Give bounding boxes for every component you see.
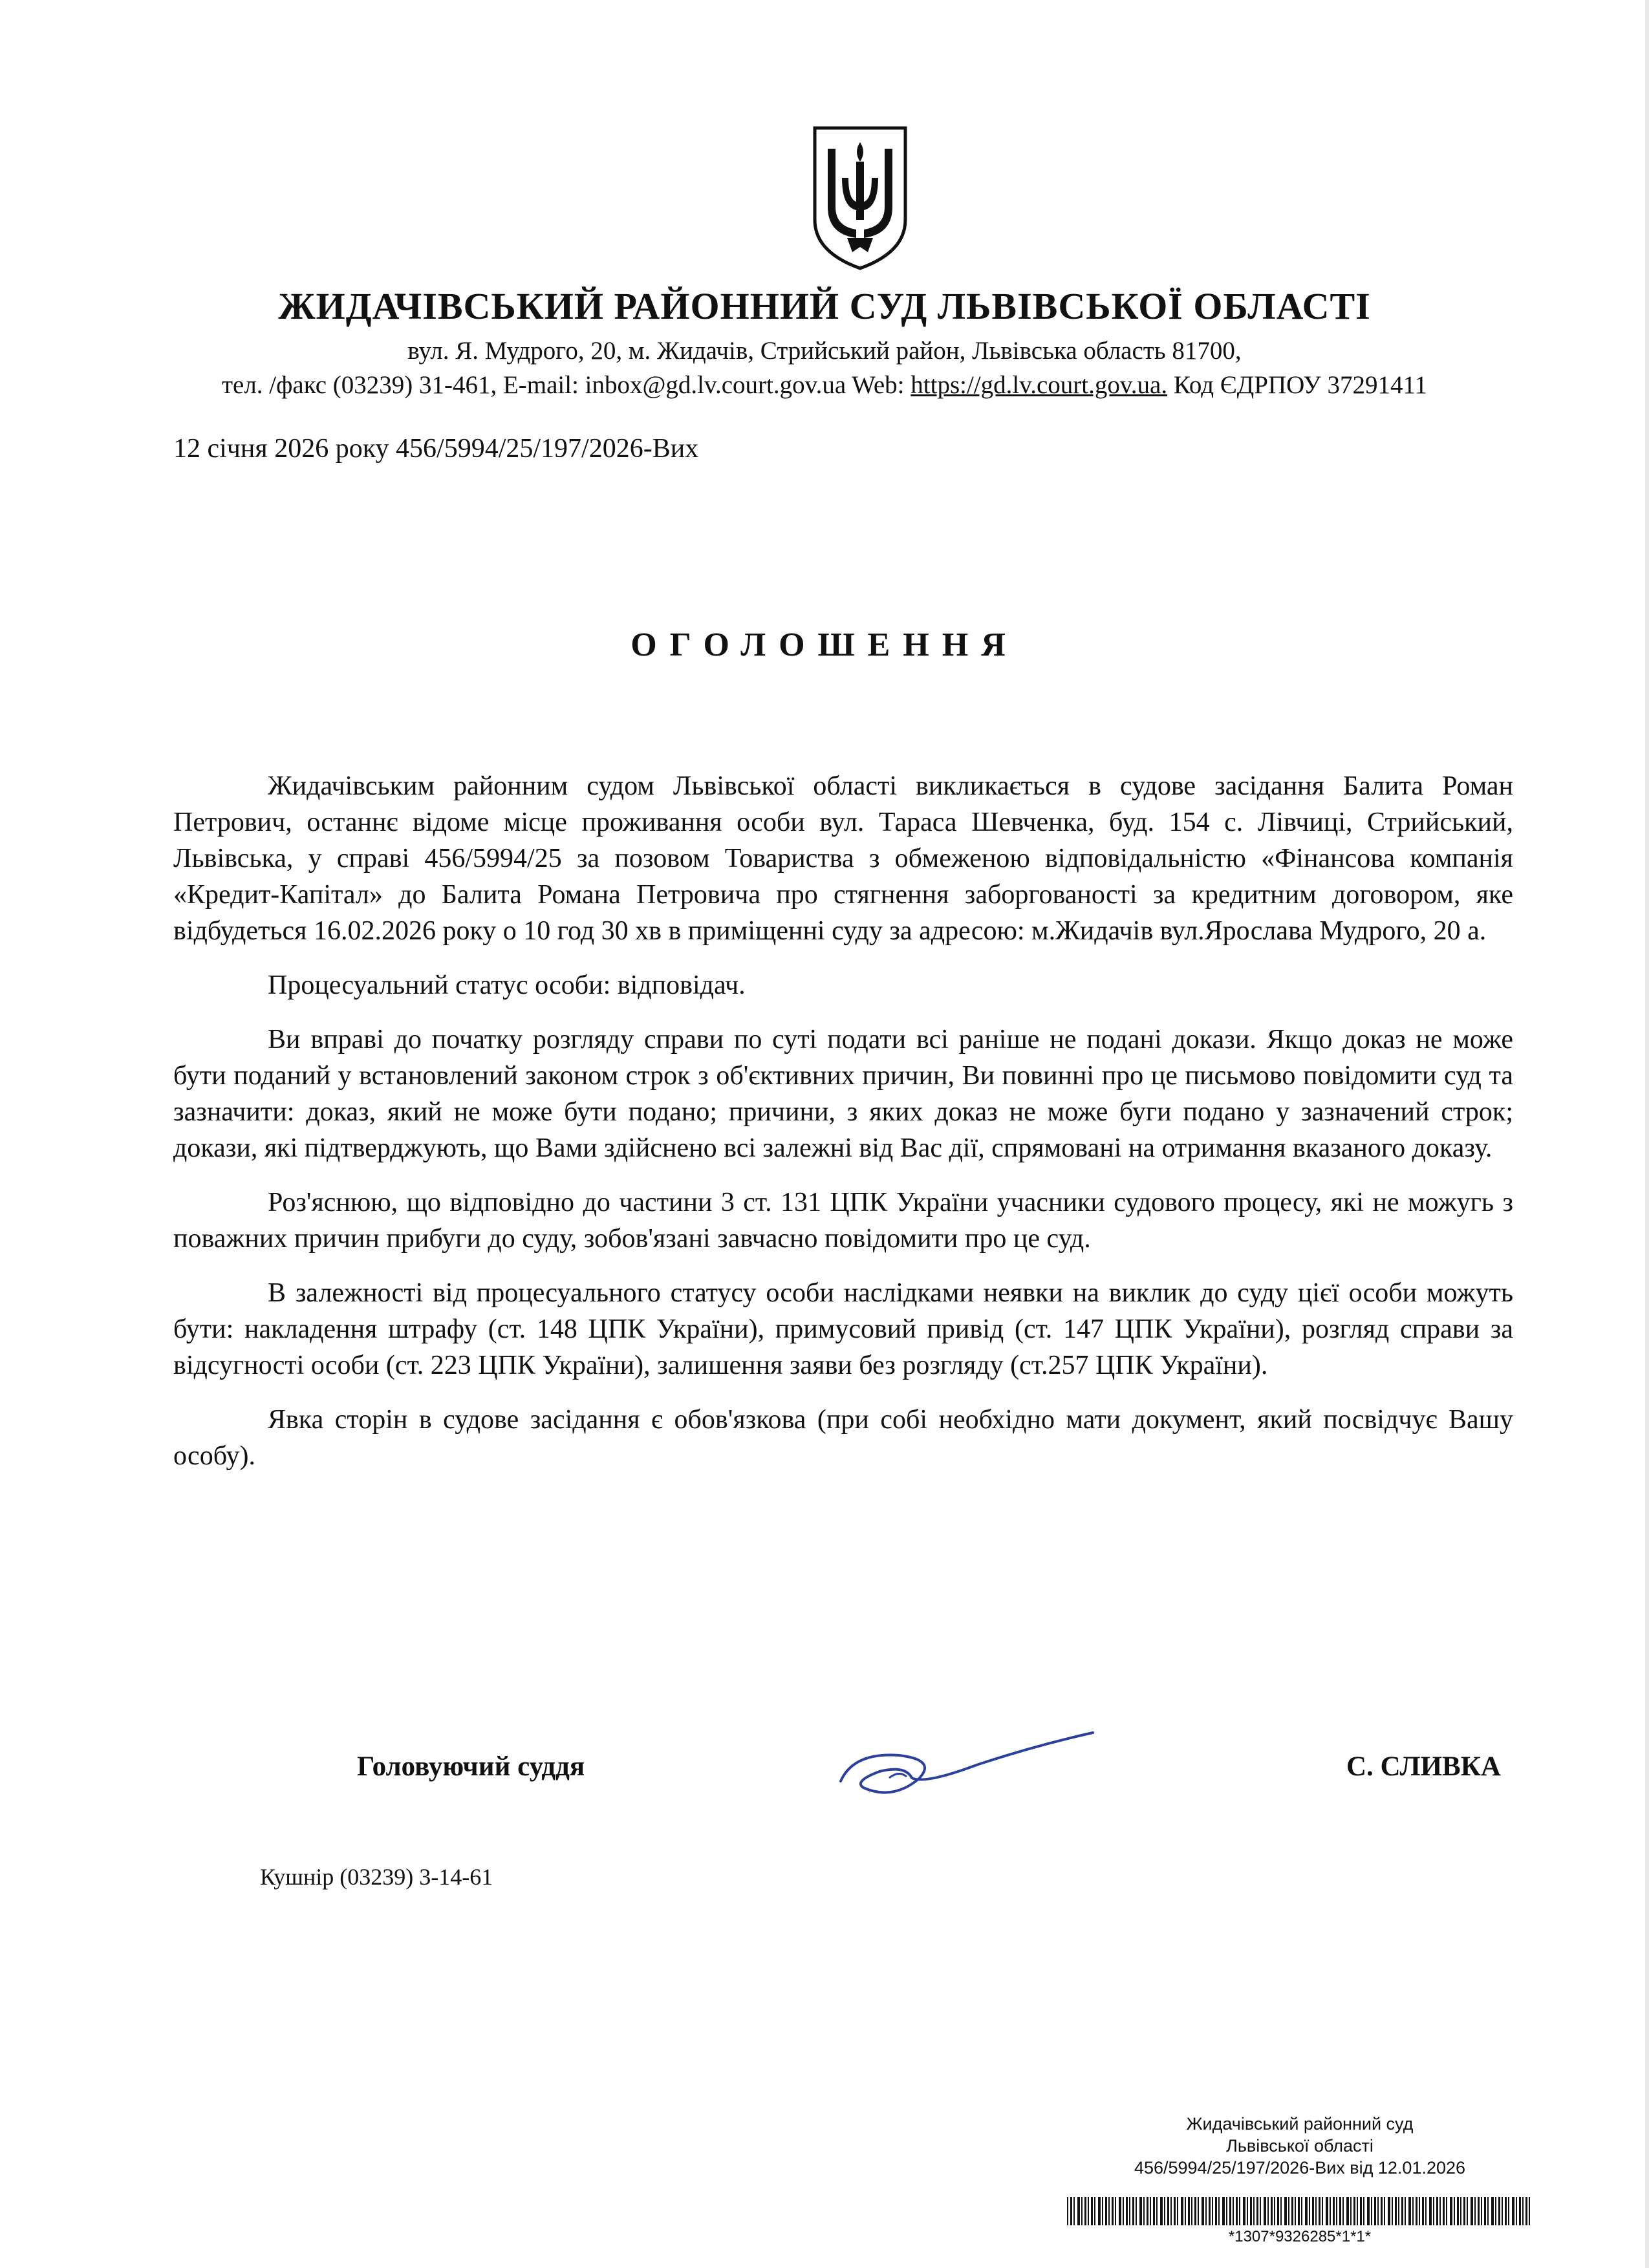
barcode-bar (1115, 2197, 1116, 2225)
barcode-bar (1247, 2197, 1248, 2225)
barcode-bar (1529, 2197, 1530, 2225)
barcode-bar (1392, 2197, 1393, 2225)
barcode-bar (1139, 2197, 1142, 2225)
barcode-bar (1084, 2197, 1086, 2225)
announcement-body (173, 768, 1513, 1492)
paragraph: Роз'яснюю, що відповідно до частини 3 ст. 131 ЦПК України учасники судового процесу, які не можугь з поважних причин прибуги до суду, зобов'язані завчасно повідомити про це суд. (173, 1188, 1513, 1254)
barcode-bar (1132, 2197, 1134, 2225)
barcode-bar (1481, 2197, 1482, 2225)
barcode-bar (1126, 2197, 1128, 2225)
stamp-line: 456/5994/25/197/2026-Вих від 12.01.2026 (1134, 2158, 1466, 2177)
barcode-bar (1419, 2197, 1420, 2225)
barcode-bar (1170, 2197, 1172, 2225)
barcode-bar (1205, 2197, 1207, 2225)
barcode-bar (1450, 2197, 1452, 2225)
barcode-bar (1498, 2197, 1500, 2225)
barcode-bar (1164, 2197, 1165, 2225)
barcode-bar (1443, 2197, 1445, 2225)
barcode-bar (1371, 2197, 1372, 2225)
barcode-bar (1487, 2197, 1489, 2225)
barcode-bar (1250, 2197, 1252, 2225)
barcode-bar (1070, 2197, 1072, 2225)
barcode-bar (1091, 2197, 1093, 2225)
barcode-bar (1277, 2197, 1279, 2225)
barcode-bar (1264, 2197, 1266, 2225)
barcode-bar (1185, 2197, 1186, 2225)
barcode-bar (1288, 2197, 1289, 2225)
barcode-bar (1229, 2197, 1231, 2225)
barcode-bar (1280, 2197, 1282, 2225)
barcode-bar (1322, 2197, 1323, 2225)
barcode-bar (1374, 2197, 1376, 2225)
barcode-bar (1330, 2197, 1331, 2225)
barcode-bar (1454, 2197, 1455, 2225)
barcode-bar (1412, 2197, 1414, 2225)
barcode-bar (1425, 2197, 1427, 2225)
barcode-bar (1398, 2197, 1399, 2225)
barcode-bar (1508, 2197, 1509, 2225)
outgoing-number: 12 січня 2026 року 456/5994/25/197/2026-Вих (173, 434, 699, 464)
barcode-bar (1119, 2197, 1121, 2225)
page-edge-shadow (1645, 0, 1649, 2268)
barcode-bar (1291, 2197, 1293, 2225)
barcode-bar (1284, 2197, 1287, 2225)
court-name: ЖИДАЧІВСЬКИЙ РАЙОННИЙ СУД ЛЬВІВСЬКОЇ ОБЛАСТІ (278, 285, 1371, 327)
registration-stamp (1061, 2113, 1539, 2179)
barcode-bar (1077, 2197, 1080, 2225)
barcode-bar (1339, 2197, 1341, 2225)
barcode-bar (1147, 2197, 1148, 2225)
barcode-bar (1267, 2197, 1269, 2225)
barcode-bar (1094, 2197, 1095, 2225)
barcode-bar (1326, 2197, 1328, 2225)
barcode-bar (1478, 2197, 1480, 2225)
barcode-bar (1105, 2197, 1107, 2225)
barcode-bar (1295, 2197, 1296, 2225)
barcode-bar (1150, 2197, 1151, 2225)
barcode-bar (1463, 2197, 1465, 2225)
barcode-bar (1312, 2197, 1314, 2225)
barcode-bar (1222, 2197, 1225, 2225)
barcode-bar (1401, 2197, 1403, 2225)
contacts-suffix: Код ЄДРПОУ 37291411 (1167, 371, 1427, 399)
barcode-bar (1123, 2197, 1124, 2225)
barcode-bar (1516, 2197, 1517, 2225)
barcode-bar (1260, 2197, 1261, 2225)
barcode-bar (1218, 2197, 1220, 2225)
barcode-bar (1439, 2197, 1441, 2225)
barcode-bar (1319, 2197, 1320, 2225)
barcode-bar (1305, 2197, 1308, 2225)
barcode-bar (1271, 2197, 1273, 2225)
barcode-bar (1239, 2197, 1240, 2225)
barcode-bar (1067, 2197, 1068, 2225)
barcode-bar (1519, 2197, 1521, 2225)
barcode-bar (1153, 2197, 1155, 2225)
barcode-bar (1174, 2197, 1176, 2225)
handwritten-signature (828, 1720, 1099, 1810)
court-contacts (0, 370, 1649, 400)
barcode-bar (1525, 2197, 1527, 2225)
barcode-bar (1194, 2197, 1196, 2225)
barcode-bar (1129, 2197, 1130, 2225)
judge-name: С. СЛИВКА (1346, 1751, 1501, 1782)
barcode-bar (1315, 2197, 1317, 2225)
barcode-bar (1198, 2197, 1199, 2225)
barcode-bar (1256, 2197, 1258, 2225)
barcode-text: *1307*9326285*1*1* (1228, 2228, 1372, 2245)
website-link[interactable]: https://gd.lv.court.gov.ua. (911, 371, 1168, 399)
barcode-bar (1353, 2197, 1355, 2225)
barcode-bar (1236, 2197, 1238, 2225)
barcode-bar (1336, 2197, 1337, 2225)
barcode-bar (1274, 2197, 1275, 2225)
contact-person: Кушнір (03239) 3-14-61 (260, 1864, 493, 1890)
trident-emblem-icon (808, 123, 912, 272)
barcode-bar (1160, 2197, 1163, 2225)
barcode-bar (1436, 2197, 1438, 2225)
barcode-bar (1474, 2197, 1476, 2225)
barcode-bar (1491, 2197, 1494, 2225)
barcode-bar (1215, 2197, 1217, 2225)
barcode-bar (1073, 2197, 1075, 2225)
barcode-bar (1177, 2197, 1178, 2225)
barcode-bar (1381, 2197, 1383, 2225)
barcode-bar (1309, 2197, 1310, 2225)
barcode-bar (1098, 2197, 1101, 2225)
barcode-bar (1209, 2197, 1211, 2225)
barcode-bar (1395, 2197, 1397, 2225)
stamp-line: Львівської області (1226, 2136, 1374, 2156)
judge-position: Головуючий суддя (357, 1751, 585, 1782)
barcode-bar (1460, 2197, 1461, 2225)
barcode-bar (1408, 2197, 1411, 2225)
barcode-bar (1467, 2197, 1468, 2225)
stamp-line: Жидачівський районний суд (1186, 2114, 1414, 2134)
barcode-bar (1088, 2197, 1089, 2225)
barcode-bar (1495, 2197, 1496, 2225)
document-title: ОГОЛОШЕННЯ (630, 626, 1018, 663)
barcode-bar (1502, 2197, 1503, 2225)
barcode-bar (1422, 2197, 1424, 2225)
barcode-bar (1342, 2197, 1344, 2225)
barcode-bar (1167, 2197, 1169, 2225)
barcode-bar (1156, 2197, 1158, 2225)
barcode-bar (1202, 2197, 1204, 2225)
barcode-bar (1346, 2197, 1349, 2225)
barcode-bar (1112, 2197, 1114, 2225)
barcode-bar (1181, 2197, 1183, 2225)
paragraph: Ви вправі до початку розгляду справи по суті подати всі раніше не подані докази. Якщо доказ не може бути поданий у встановлений законом строк з об'єктивних причин, Ви повинні про це письмово повідомити суд та зазначити: доказ, який не може бути подано; причини, з яких доказ не може буги подано у зазначений строк; докази, які підтверджують, що Вами здійснено всі залежні від Вас дії, спрямовані на отримання вказаного доказу. (173, 1025, 1513, 1163)
barcode-bar (1191, 2197, 1192, 2225)
paragraph: Явка сторін в судове засідання є обов'язкова (при собі необхідно мати документ, який посвідчує Вашу особу). (173, 1405, 1513, 1471)
barcode-bar (1333, 2197, 1335, 2225)
barcode-bar (1363, 2197, 1364, 2225)
barcode-bar (1108, 2197, 1110, 2225)
barcode-bar (1360, 2197, 1362, 2225)
barcode-bar (1243, 2197, 1245, 2225)
barcode-bar (1350, 2197, 1352, 2225)
barcode-bar (1143, 2197, 1145, 2225)
barcode-bar (1212, 2197, 1213, 2225)
paragraph: В залежності від процесуального статусу особи наслідками неявки на виклик до суду цієї особи можуть бути: накладення штрафу (ст. 148 ЦПК України), примусовий привід (ст. 147 ЦПК України), розгляд справи за відсугності особи (ст. 223 ЦПК України), залишення заяви без розгляду (ст.257 ЦПК України). (173, 1278, 1513, 1380)
paragraph: Процесуальний статус особи: відповідач. (268, 970, 746, 1000)
contacts-prefix: тел. /факс (03239) 31-461, E-mail: inbox@gd.lv.court.gov.ua Web: (221, 371, 911, 399)
barcode-bar (1505, 2197, 1507, 2225)
barcode (1066, 2197, 1533, 2225)
barcode-bar (1416, 2197, 1417, 2225)
barcode-bar (1429, 2197, 1432, 2225)
barcode-bar (1102, 2197, 1103, 2225)
barcode-bar (1522, 2197, 1524, 2225)
barcode-bar (1446, 2197, 1447, 2225)
barcode-bar (1226, 2197, 1227, 2225)
barcode-bar (1298, 2197, 1300, 2225)
paragraph: Жидачівським районним судом Львівської області викликається в судове засідання Балита Роман Петрович, останнє відоме місце проживання особи вул. Тараса Шевченка, буд. 154 с. Лівчиці, Стрийський, Львівська, у справі 456/5994/25 за позовом Товариства з обмеженою відповідальністю «Фінансова компанія «Кредит-Капітал» до Балита Романа Петровича про стягнення заборгованості за кредитним договором, яке відбудеться 16.02.2026 року о 10 год 30 хв в приміщенні суду за адресою: м.Жидачів вул.Ярослава Мудрого, 20 а. (173, 771, 1513, 946)
barcode-bar (1136, 2197, 1137, 2225)
barcode-bar (1188, 2197, 1190, 2225)
barcode-bar (1357, 2197, 1358, 2225)
court-address: вул. Я. Мудрого, 20, м. Жидачів, Стрийський район, Львівська область 81700, (407, 337, 1242, 365)
barcode-bar (1484, 2197, 1486, 2225)
barcode-bar (1081, 2197, 1083, 2225)
barcode-bar (1377, 2197, 1379, 2225)
barcode-bar (1367, 2197, 1370, 2225)
barcode-bar (1405, 2197, 1406, 2225)
barcode-bar (1471, 2197, 1473, 2225)
barcode-bar (1433, 2197, 1434, 2225)
barcode-bar (1384, 2197, 1385, 2225)
barcode-bar (1253, 2197, 1255, 2225)
barcode-bar (1233, 2197, 1234, 2225)
barcode-bar (1388, 2197, 1390, 2225)
barcode-bar (1512, 2197, 1514, 2225)
barcode-bar (1301, 2197, 1302, 2225)
barcode-bar (1457, 2197, 1459, 2225)
